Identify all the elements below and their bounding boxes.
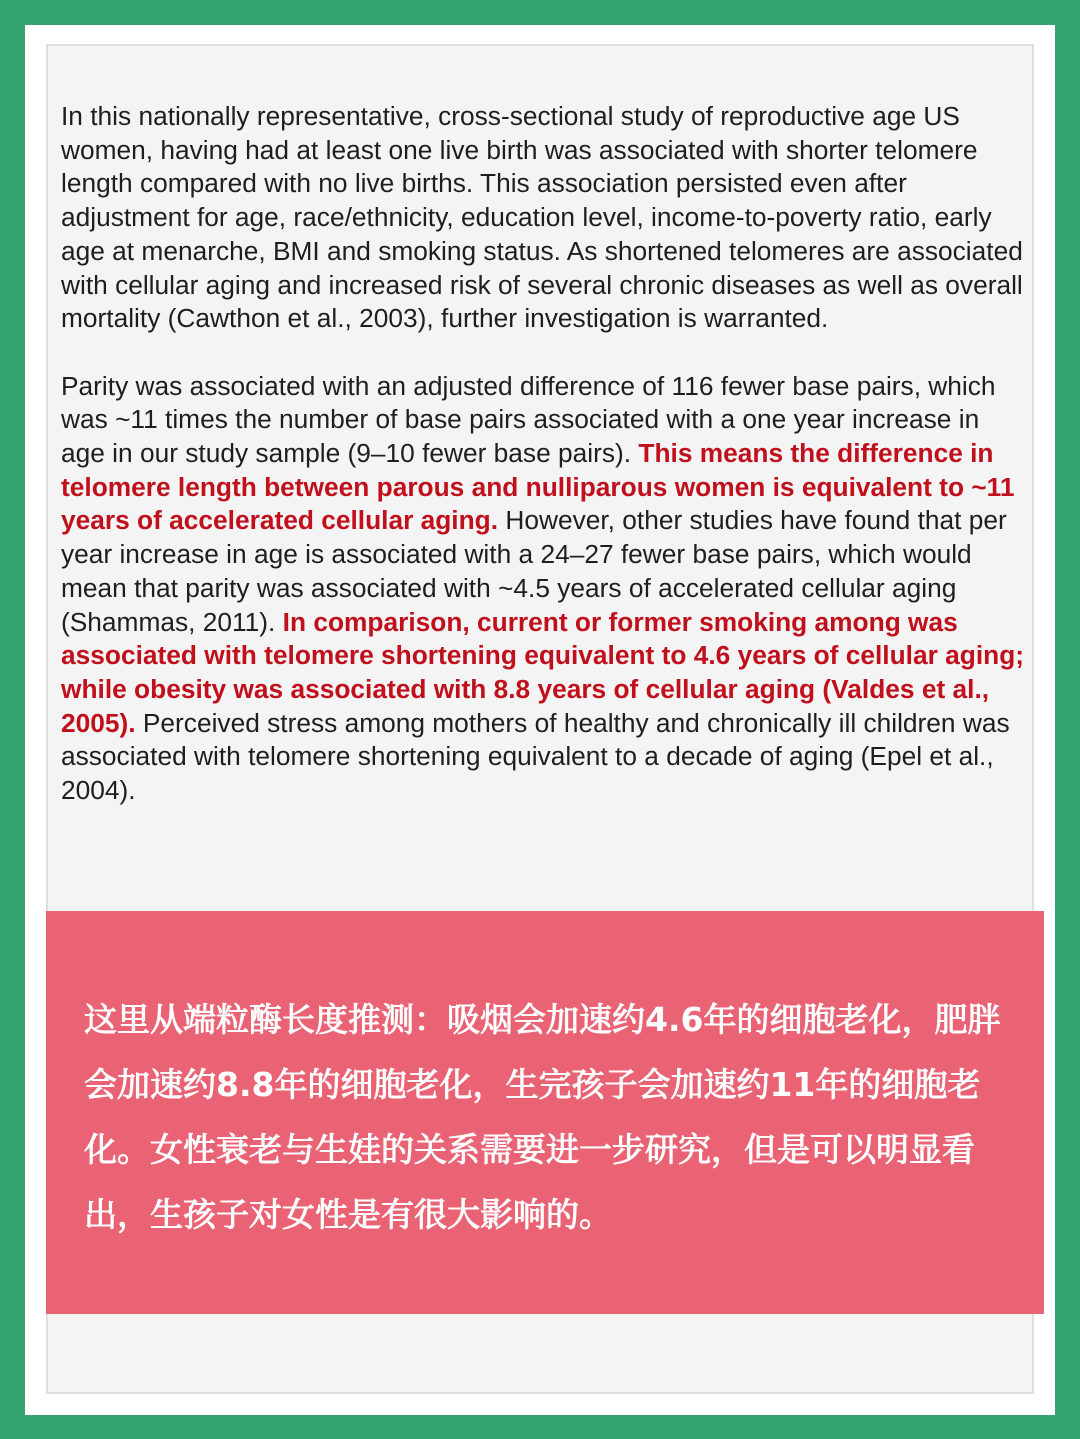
paper-excerpt bbox=[61, 100, 1027, 808]
highlight-smoking-obesity: In comparison, current or former smoking among was associated with telomere shortening equivalent to 4.6 years of cellular aging; while obesity was associated with 8.8 years of cellular aging (Valdes et al., 2005). bbox=[61, 606, 1025, 738]
paragraph-2-text-2: However, other studies have found that per year increase in age is associated with a 24–27 fewer base pairs, which would mean that parity was associated with ~4.5 years of accelerated cellular aging (Shammas, 2011). bbox=[61, 505, 1007, 637]
highlight-parity-aging: This means the difference in telomere length between parous and nulliparous women is equivalent to ~11 years of accelerated cellular aging. bbox=[61, 438, 1015, 536]
paragraph-2-text-1: Parity was associated with an adjusted difference of 116 fewer base pairs, which was ~11 times the number of base pairs associated with a one year increase in age in our study sample (9–10 fewer base pairs). bbox=[61, 370, 996, 469]
paragraph-2-text-3: Perceived stress among mothers of healthy and chronically ill children was associated with telomere shortening equivalent to a decade of aging (Epel et al., 2004). bbox=[61, 707, 1010, 806]
summary-box bbox=[46, 911, 1044, 1314]
summary-text: 这里从端粒酶长度推测：吸烟会加速约4.6年的细胞老化，肥胖会加速约8.8年的细胞老化，生完孩子会加速约11年的细胞老化。女性衰老与生娃的关系需要进一步研究，但是可以明显看出，生孩子对女性是有很大影响的。 bbox=[84, 1000, 1001, 1234]
paragraph-1: In this nationally representative, cross-sectional study of reproductive age US women, having had at least one live birth was associated with shorter telomere length compared with no live births. This association persisted even after adjustment for age, race/ethnicity, education level, income-to-poverty ratio, early age at menarche, BMI and smoking status. As shortened telomeres are associated with cellular aging and increased risk of several chronic diseases as well as overall mortality (Cawthon et al., 2003), further investigation is warranted. bbox=[61, 101, 1023, 334]
paragraph-2 bbox=[61, 370, 1027, 808]
